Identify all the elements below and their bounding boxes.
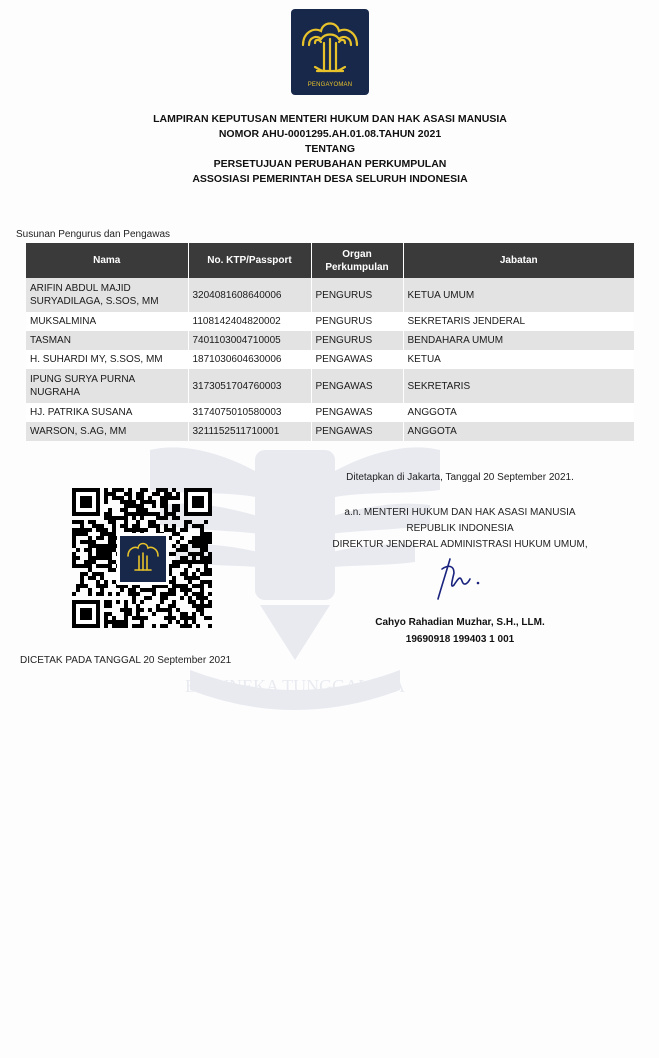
cell-jabatan: ANGGOTA (403, 403, 634, 422)
cell-jabatan: BENDAHARA UMUM (403, 331, 634, 350)
header-organ-line2: Perkumpulan (325, 261, 389, 273)
cell-nama-line2: SURYADILAGA, S.SOS, MM (30, 296, 159, 307)
table-row (26, 312, 634, 331)
pengayoman-logo (291, 9, 369, 95)
cell-ktp: 3211152511710001 (188, 422, 311, 441)
header-organ (311, 243, 403, 278)
heading-line-1: LAMPIRAN KEPUTUSAN MENTERI HUKUM DAN HAK ASASI MANUSIA (153, 113, 507, 125)
signatory-title-line1: a.n. MENTERI HUKUM DAN HAK ASASI MANUSIA (344, 507, 576, 518)
cell-ktp: 1108142404820002 (188, 312, 311, 331)
heading-line-2: NOMOR AHU-0001295.AH.01.08.TAHUN 2021 (218, 128, 442, 140)
signatory-nip: 19690918 199403 1 001 (405, 634, 515, 645)
header-nama: Nama (26, 243, 188, 278)
section-label: Susunan Pengurus dan Pengawas (16, 229, 171, 240)
cell-nama: HJ. PATRIKA SUSANA (26, 403, 188, 422)
cell-nama-line2: NUGRAHA (30, 387, 81, 398)
table-row (26, 350, 634, 369)
cell-nama: TASMAN (26, 331, 188, 350)
document-heading (40, 112, 620, 187)
table-row (26, 331, 634, 350)
cell-jabatan: SEKRETARIS (403, 369, 634, 403)
cell-organ: PENGAWAS (311, 350, 403, 369)
cell-organ: PENGURUS (311, 312, 403, 331)
signatory-title-line2: REPUBLIK INDONESIA (406, 523, 514, 534)
cell-organ: PENGURUS (311, 278, 403, 312)
cell-organ: PENGAWAS (311, 422, 403, 441)
watermark-motto: BHINNEKA TUNGGAL IKA (185, 676, 405, 696)
header-jabatan: Jabatan (403, 243, 634, 278)
cell-ktp: 1871030604630006 (188, 350, 311, 369)
cell-nama: WARSON, S.AG, MM (26, 422, 188, 441)
table-row (26, 369, 634, 403)
cell-ktp: 3204081608640006 (188, 278, 311, 312)
cell-nama (26, 278, 188, 312)
cell-organ: PENGAWAS (311, 403, 403, 422)
signatory-name: Cahyo Rahadian Muzhar, S.H., LLM. (375, 617, 545, 628)
cell-nama: MUKSALMINA (26, 312, 188, 331)
cell-ktp: 3174075010580003 (188, 403, 311, 422)
cell-jabatan: ANGGOTA (403, 422, 634, 441)
signatory-title (300, 505, 620, 553)
cell-nama (26, 369, 188, 403)
heading-line-3: TENTANG (305, 143, 355, 155)
signatory-title-line3: DIREKTUR JENDERAL ADMINISTRASI HUKUM UMUM, (332, 539, 588, 550)
header-organ-line1: Organ (342, 248, 372, 260)
heading-line-5: ASSOSIASI PEMERINTAH DESA SELURUH INDONESIA (192, 173, 468, 185)
cell-nama-line1: ARIFIN ABDUL MAJID (30, 283, 131, 294)
cell-ktp: 3173051704760003 (188, 369, 311, 403)
table-row (26, 278, 634, 312)
cell-nama: H. SUHARDI MY, S.SOS, MM (26, 350, 188, 369)
cell-organ: PENGAWAS (311, 369, 403, 403)
logo-caption: PENGAYOMAN (307, 82, 353, 88)
cell-organ: PENGURUS (311, 331, 403, 350)
table-header-row (26, 243, 634, 278)
table-row (26, 422, 634, 441)
table-row (26, 403, 634, 422)
signatory-block (300, 614, 620, 648)
handwritten-signature-icon (428, 555, 488, 605)
cell-ktp: 7401103004710005 (188, 331, 311, 350)
cell-nama-line1: IPUNG SURYA PURNA (30, 374, 136, 385)
issued-date-place: Ditetapkan di Jakarta, Tanggal 20 September 2021. (346, 472, 574, 483)
qr-center-logo-icon (117, 533, 169, 585)
cell-jabatan: KETUA UMUM (403, 278, 634, 312)
header-ktp: No. KTP/Passport (188, 243, 311, 278)
printed-date: DICETAK PADA TANGGAL 20 September 2021 (20, 655, 232, 666)
members-table (26, 243, 634, 441)
heading-line-4: PERSETUJUAN PERUBAHAN PERKUMPULAN (213, 158, 447, 170)
cell-jabatan: SEKRETARIS JENDERAL (403, 312, 634, 331)
cell-jabatan: KETUA (403, 350, 634, 369)
